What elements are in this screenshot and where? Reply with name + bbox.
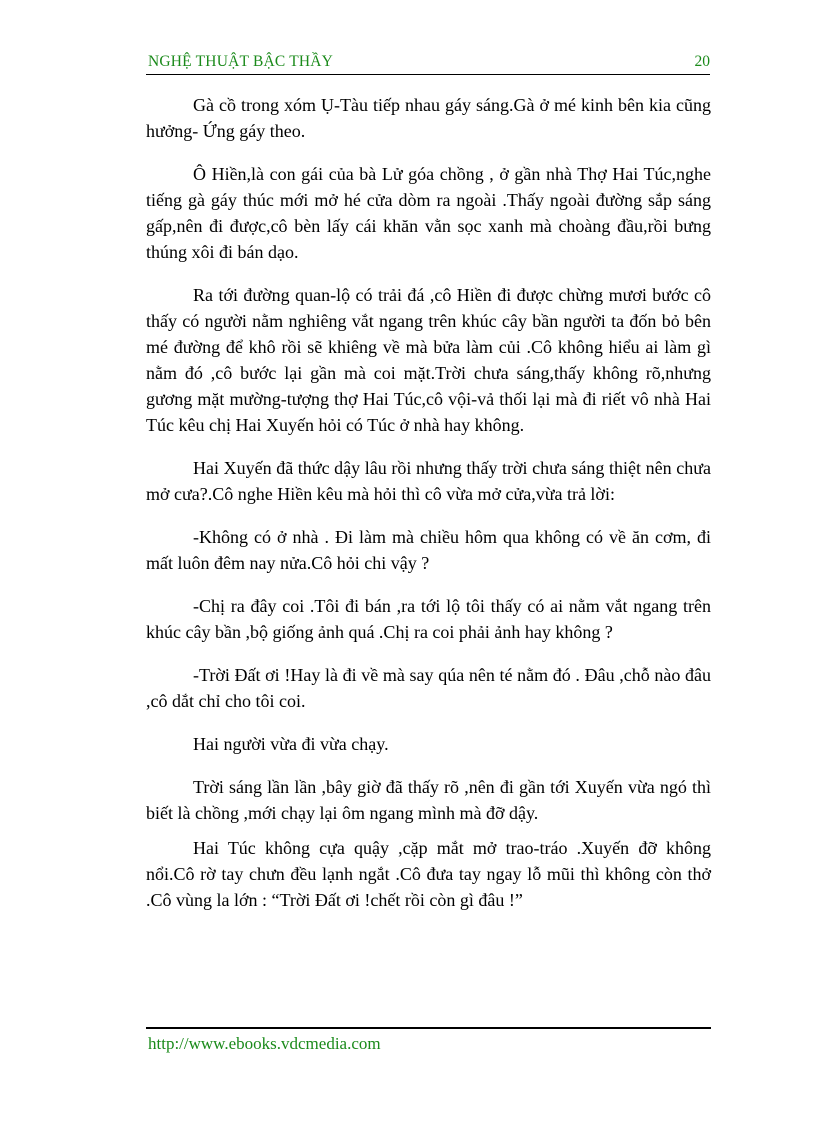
paragraph-4: Hai Xuyến đã thức dậy lâu rồi nhưng thấy trời chưa sáng thiệt nên chưa mở cưa?.Cô nghe Hiền kêu mà hỏi thì cô vừa mở cửa,vừa trả lời: — [146, 458, 711, 504]
paragraph-5: -Không có ở nhà . Đi làm mà chiều hôm qua không có về ăn cơm, đi mất luôn đêm nay nửa.Cô hỏi chi vậy ? — [146, 527, 711, 573]
paragraph-6: -Chị ra đây coi .Tôi đi bán ,ra tới lộ tôi thấy có ai nằm vắt ngang trên khúc cây bần ,bộ giống ảnh quá .Chị ra coi phải ảnh hay không ? — [146, 596, 711, 642]
footer-divider — [146, 1027, 711, 1029]
paragraph-2: Ô Hiền,là con gái của bà Lử góa chồng , ở gần nhà Thợ Hai Túc,nghe tiếng gà gáy thúc mới mở hé cửa dòm ra ngoài .Thấy ngoài đường sắp sáng gấp,nên đi được,cô bèn lấy cái khăn vằn sọc xanh mà choàng đầu,rồi bưng thúng xôi đi bán dạo. — [146, 164, 711, 262]
book-title: NGHỆ THUẬT BẬC THẦY — [148, 53, 334, 70]
body-text — [146, 92, 711, 922]
paragraph-1: Gà cồ trong xóm Ụ-Tàu tiếp nhau gáy sáng.Gà ở mé kinh bên kia cũng hưởng- Ứng gáy theo. — [146, 95, 711, 141]
page-header — [146, 52, 710, 75]
paragraph-8: Hai người vừa đi vừa chạy. — [193, 734, 389, 754]
paragraph-3: Ra tới đường quan-lộ có trải đá ,cô Hiền đi được chừng mươi bước cô thấy có người nằm nghiêng vắt ngang trên khúc cây bần người ta đốn bỏ bên mé đường để khô rồi sẽ khiêng về mà bửa làm củi .Cô không hiểu ai làm gì nằm đó ,cô bước lại gần mà coi mặt.Trời chưa sáng,thấy không rõ,nhưng gương mặt mường-tượng thợ Hai Túc,cô vội-vả thối lại mà đi riết vô nhà Hai Túc kêu chị Hai Xuyến hỏi có Túc ở nhà hay không. — [146, 285, 711, 435]
paragraph-10: Hai Túc không cựa quậy ,cặp mắt mở trao-tráo .Xuyến đỡ không nổi.Cô rờ tay chưn đều lạnh ngắt .Cô đưa tay ngay lỗ mũi thì không còn thở .Cô vùng la lớn : “Trời Đất ơi !chết rồi còn gì đâu !” — [146, 838, 711, 910]
paragraph-9: Trời sáng lần lần ,bây giờ đã thấy rõ ,nên đi gần tới Xuyến vừa ngó thì biết là chồng ,mới chạy lại ôm ngang mình mà đỡ dậy. — [146, 777, 711, 823]
footer-website-link[interactable]: http://www.ebooks.vdcmedia.com — [148, 1034, 381, 1053]
page-number: 20 — [694, 53, 710, 70]
paragraph-7: -Trời Đất ơi !Hay là đi về mà say qúa nên té nằm đó . Đâu ,chỗ nào đâu ,cô dắt chỉ cho tôi coi. — [146, 665, 711, 711]
